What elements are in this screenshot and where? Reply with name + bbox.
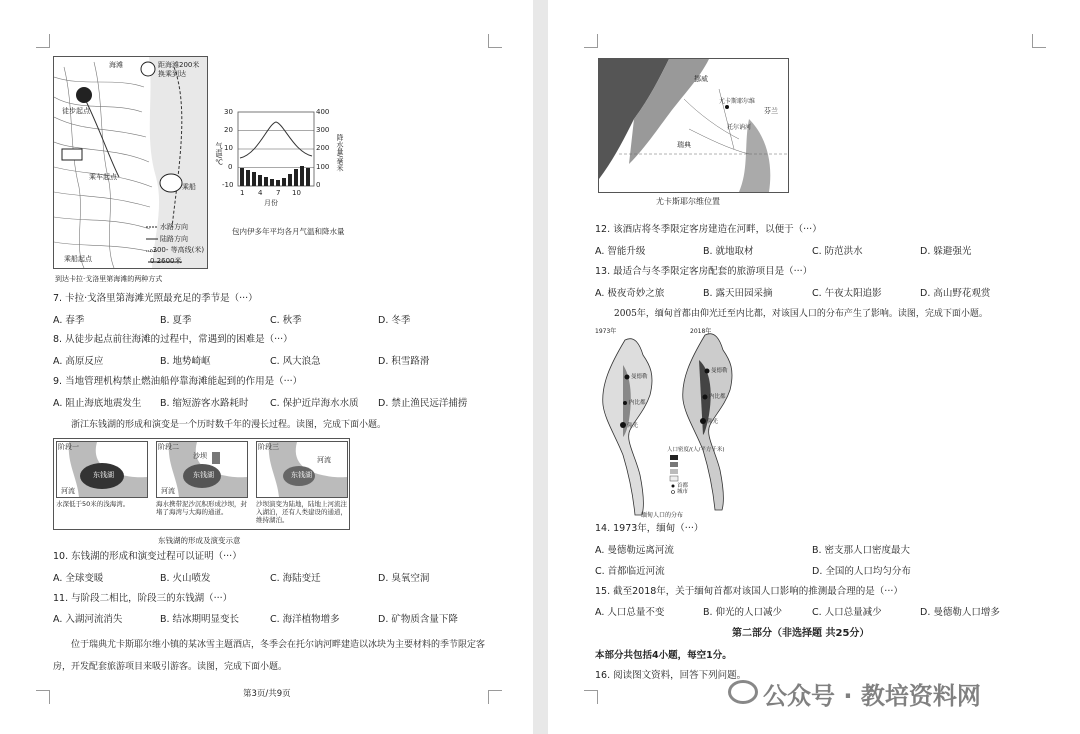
page-3 <box>0 0 533 734</box>
y-right-tick: 200 <box>316 144 330 152</box>
stage-1-panel <box>56 441 148 498</box>
year-2018: 2018年 <box>690 328 712 335</box>
stage-2-lake: 东钱湖 <box>193 471 214 479</box>
legend-contour: -300- 等高线(米) <box>150 246 205 254</box>
stage-3-river: 河流 <box>317 456 331 464</box>
stage-1-lake: 东钱湖 <box>93 471 114 479</box>
q14-stem: 14. 1973年，缅甸（···） <box>595 523 704 534</box>
q12-stem: 12. 该酒店将冬季限定客房建造在河畔，以便于（···） <box>595 224 822 235</box>
city-naypyidaw-2018: 内比都 <box>709 394 726 400</box>
stage-1-label: 阶段一 <box>58 443 79 451</box>
legend-capital: 首都 <box>677 483 689 489</box>
q7-option-b: B. 夏季 <box>160 315 192 326</box>
q8-option-b: B. 地势崎岖 <box>160 356 211 367</box>
y-left-tick: -10 <box>222 181 234 189</box>
q15-option-a: A. 人口总量不变 <box>595 607 665 618</box>
q9-option-a: A. 阻止海底地震发生 <box>53 398 142 409</box>
q14-option-b: B. 密支那人口密度最大 <box>812 545 911 556</box>
map-scale: 0 2600米 <box>150 257 182 265</box>
q13-option-d: D. 高山野花观赏 <box>920 288 991 299</box>
q11-option-d: D. 矿物质含量下降 <box>378 614 458 625</box>
y-right-tick: 300 <box>316 126 330 134</box>
q11-option-c: C. 海洋植物增多 <box>270 614 340 625</box>
q10-option-c: C. 海陆变迁 <box>270 573 321 584</box>
q16-stem: 16. 阅读图文资料，回答下列问题。 <box>595 670 747 681</box>
q8-stem: 8. 从徒步起点前往海滩的过程中，常遇到的困难是（···） <box>53 334 293 345</box>
city-mandalay-1973: 曼德勒 <box>631 374 648 380</box>
stage-1-river: 河流 <box>61 487 75 495</box>
stage-2-note: 海水携带泥沙沉积形成沙坝，封堵了海湾与大海的通道。 <box>156 500 247 516</box>
q12-option-d: D. 躲避强光 <box>920 246 972 257</box>
city-naypyidaw-1973: 内比都 <box>629 400 646 406</box>
q13-option-b: B. 露天田园采摘 <box>703 288 773 299</box>
label-ship: 乘船 <box>182 183 196 191</box>
intro-myanmar: 2005年，缅甸首都由仰光迁至内比都，对该国人口的分布产生了影响。读图，完成下面小题。 <box>614 309 988 319</box>
q11-option-a: A. 入湖河流消失 <box>53 614 123 625</box>
part2-note: 本部分共包括4小题，每空1分。 <box>595 650 732 661</box>
q14-option-c: C. 首都临近河流 <box>595 566 665 577</box>
q13-option-a: A. 极夜奇妙之旅 <box>595 288 665 299</box>
y-right-tick: 100 <box>316 163 330 171</box>
q11-option-b: B. 结冰期明显变长 <box>160 614 240 625</box>
q8-option-d: D. 积雪路滑 <box>378 356 430 367</box>
stage-3-note: 沙坝演变为陆地，陆地上河流注入湖泊，还有人类建设的通道，维持湖泊。 <box>256 500 347 524</box>
q13-option-c: C. 午夜太阳追影 <box>812 288 882 299</box>
climate-svg <box>218 106 353 221</box>
intro-dongqian: 浙江东钱湖的形成和演变是一个历时数千年的漫长过程。读图，完成下面小题。 <box>71 420 387 430</box>
y-left-tick: 10 <box>224 144 233 152</box>
stage-2-panel <box>156 441 248 498</box>
map-caption: 尤卡斯耶尔维位置 <box>656 197 720 206</box>
label-ride-start: 乘船起点 <box>64 255 92 263</box>
watermark-text: 公众号 · 教培资料网 <box>763 682 981 710</box>
label-sweden: 瑞典 <box>677 141 691 149</box>
wechat-icon <box>728 680 758 704</box>
q10-option-a: A. 全球变暖 <box>53 573 104 584</box>
x-axis-label: 月份 <box>264 199 278 207</box>
q14-option-d: D. 全国的人口均匀分布 <box>812 566 911 577</box>
legend-city: 城市 <box>677 489 689 495</box>
page-4 <box>548 0 1080 734</box>
city-mandalay-2018: 曼德勒 <box>711 368 728 374</box>
crop-mark <box>584 690 598 704</box>
legend-title: 人口密度/(人/平方千米) <box>667 447 725 453</box>
stage-2-sandbar: 沙坝 <box>193 452 207 460</box>
crop-mark <box>1032 34 1046 48</box>
q12-option-b: B. 就地取材 <box>703 246 754 257</box>
crop-mark <box>488 34 502 48</box>
q9-option-b: B. 缩短游客水路耗时 <box>160 398 249 409</box>
page-footer-3: 第3页/共9页 <box>243 689 291 699</box>
q15-option-b: B. 仰光的人口减少 <box>703 607 783 618</box>
q15-stem: 15. 截至2018年，关于缅甸首都对该国人口影响的推测最合理的是（···） <box>595 586 903 597</box>
q8-option-a: A. 高原反应 <box>53 356 104 367</box>
fig1-caption: 到达卡拉·戈洛里第海滩的两种方式 <box>55 275 163 283</box>
stage-1-note: 水深低于50米的浅海湾。 <box>56 500 130 508</box>
y-left-tick: 20 <box>224 126 233 134</box>
legend-land: 陆路方向 <box>160 235 188 243</box>
q9-option-d: D. 禁止渔民远洋捕捞 <box>378 398 468 409</box>
q7-option-c: C. 秋季 <box>270 315 302 326</box>
q15-option-d: D. 曼德勒人口增多 <box>920 607 1000 618</box>
q10-option-b: B. 火山喷发 <box>160 573 211 584</box>
q13-stem: 13. 最适合与冬季限定客房配套的旅游项目是（···） <box>595 266 813 277</box>
label-finland: 芬兰 <box>764 107 778 115</box>
crop-mark <box>488 690 502 704</box>
q7-stem: 7. 卡拉·戈洛里第海滩光照最充足的季节是（···） <box>53 293 258 304</box>
crop-mark <box>36 34 50 48</box>
stage-2-label: 阶段二 <box>158 443 179 451</box>
q11-stem: 11. 与阶段二相比，阶段三的东钱湖（···） <box>53 593 233 604</box>
x-tick: 4 <box>258 189 263 197</box>
y-right-label: 降水量/毫米 <box>336 134 344 172</box>
beach-route-map <box>53 56 208 269</box>
fig2-caption: 东钱湖的形成及演变示意 <box>158 536 241 545</box>
q12-option-c: C. 防范洪水 <box>812 246 863 257</box>
stage-3-lake: 东钱湖 <box>291 471 312 479</box>
label-norway: 挪威 <box>694 75 708 83</box>
label-dist2: 换乘到达 <box>158 70 186 78</box>
myanmar-caption: 缅甸人口的分布 <box>641 512 684 519</box>
intro-hotel: 位于瑞典尤卡斯耶尔维小镇的某冰雪主题酒店，冬季会在托尔讷河畔建造以冰块为主要材料的季节限定客房，开发配套旅游项目来吸引游客。读图，完成下面小题。 <box>53 640 486 672</box>
part2-title: 第二部分（非选择题 共25分） <box>732 628 870 639</box>
q10-stem: 10. 东钱湖的形成和演变过程可以证明（···） <box>53 551 242 562</box>
stage-3-label: 阶段三 <box>258 443 279 451</box>
q7-option-d: D. 冬季 <box>378 315 411 326</box>
q7-option-a: A. 春季 <box>53 315 85 326</box>
q9-stem: 9. 当地管理机构禁止燃油船停靠海滩能起到的作用是（···） <box>53 376 303 387</box>
q15-option-c: C. 人口总量减少 <box>812 607 882 618</box>
label-hike-start: 徒步起点 <box>62 107 90 115</box>
y-left-label: 气温/℃ <box>215 142 223 167</box>
crop-mark <box>36 690 50 704</box>
x-tick: 10 <box>292 189 301 197</box>
climate-chart <box>215 106 353 221</box>
myanmar-population-figure <box>595 325 765 517</box>
city-yangon-2018: 仰光 <box>707 419 719 425</box>
jukkasjarvi-map <box>598 58 789 193</box>
q8-option-c: C. 风大浪急 <box>270 356 321 367</box>
x-tick: 1 <box>240 189 245 197</box>
q14-option-a: A. 曼德勒远离河流 <box>595 545 674 556</box>
x-tick: 7 <box>276 189 281 197</box>
label-torne-river: 托尔讷河 <box>727 124 752 131</box>
label-jukkasjarvi: 尤卡斯耶尔维 <box>719 98 756 105</box>
crop-mark <box>584 34 598 48</box>
stage-3-panel <box>256 441 348 498</box>
dongqian-stages-figure <box>53 438 350 530</box>
city-yangon-1973: 仰光 <box>627 423 639 429</box>
q10-option-d: D. 臭氧空洞 <box>378 573 430 584</box>
q9-option-c: C. 保护近岸海水水质 <box>270 398 359 409</box>
y-left-tick: 30 <box>224 108 233 116</box>
y-left-tick: 0 <box>228 163 233 171</box>
stage-2-river: 河流 <box>161 487 175 495</box>
label-dist: 距海滩200米 <box>158 61 200 69</box>
label-bus-start: 乘车起点 <box>89 173 117 181</box>
year-1973: 1973年 <box>595 328 617 335</box>
label-beach: 海滩 <box>109 61 123 69</box>
y-right-tick: 400 <box>316 108 330 116</box>
legend-water: 水路方向 <box>160 223 188 231</box>
y-right-tick: 0 <box>316 181 321 189</box>
q12-option-a: A. 智能升级 <box>595 246 646 257</box>
climate-caption: 包内伊多年平均各月气温和降水量 <box>232 227 345 236</box>
